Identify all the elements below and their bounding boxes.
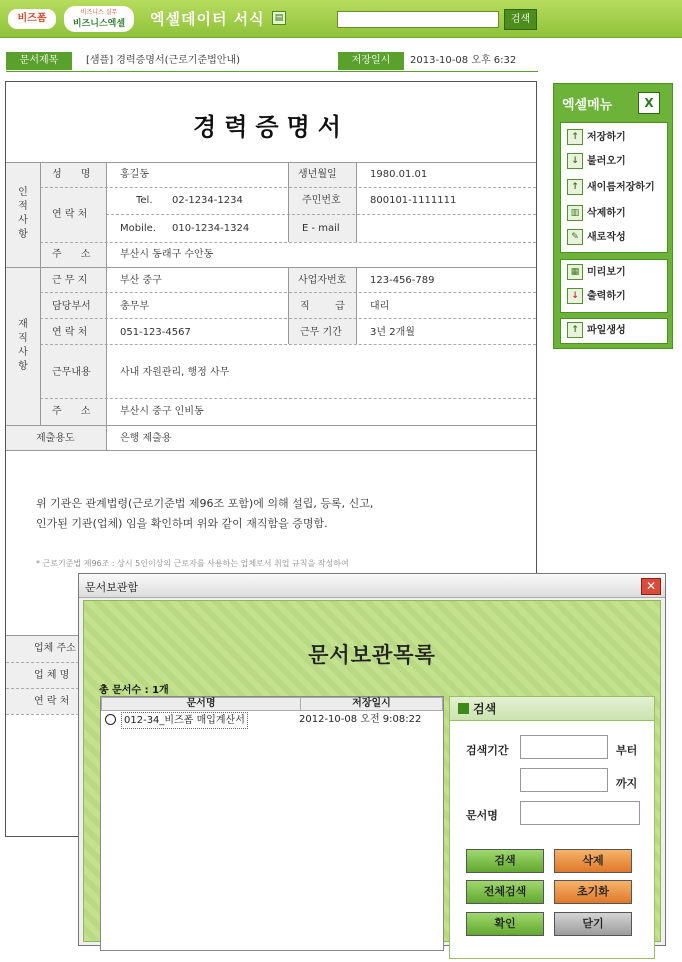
to-suffix: 까지 (616, 777, 638, 790)
document-archive-dialog (78, 573, 666, 946)
period-label: 근무 기간 (300, 327, 342, 338)
purpose-label: 제출용도 (36, 433, 75, 444)
logo-name: 비즈니스엑셀 (72, 19, 126, 29)
new-doc-icon: ✎ (567, 229, 583, 245)
saved-date-label: 저장일시 (338, 52, 404, 70)
total-count: 총 문서수 : 1개 (99, 685, 169, 696)
footer-company-name-label: 업 체 명 (34, 670, 70, 681)
menu-label: 불러오기 (587, 156, 626, 167)
search-panel (449, 696, 655, 959)
menu-item-save-as[interactable] (567, 179, 655, 197)
file-create-icon: ↑ (567, 322, 583, 338)
search-panel-header (450, 697, 654, 721)
save-as-icon: ↑ (567, 179, 583, 195)
search-button[interactable]: 검색 (466, 849, 544, 873)
menu-label: 미리보기 (587, 267, 626, 278)
search-panel-icon (458, 703, 469, 714)
excel-icon: X (638, 92, 660, 114)
address-label: 주 소 (52, 249, 91, 260)
docname-label: 문서명 (466, 809, 498, 822)
bizforms-logo[interactable]: 비즈폼 (8, 9, 56, 29)
employment-section-label (17, 318, 29, 374)
row-divider (40, 344, 536, 345)
menu-label: 파일생성 (587, 325, 626, 336)
ok-button[interactable]: 확인 (466, 912, 544, 936)
menu-label: 삭제하기 (587, 208, 626, 219)
doc-title-value: [샘플] 경력증명서(근로기준법안내) (86, 55, 241, 66)
close-button[interactable]: 닫기 (554, 912, 632, 936)
col-divider (356, 162, 357, 242)
contact-label: 연 락 처 (52, 209, 88, 220)
emp-contact-label: 연 락 처 (52, 327, 88, 338)
excel-menu (553, 83, 673, 349)
section-char: 인 (18, 187, 28, 198)
purpose-value: 은행 제출용 (120, 433, 172, 444)
column-header-name[interactable]: 문서명 (101, 697, 301, 711)
tel-value: 02-1234-1234 (172, 195, 243, 206)
mobile-value: 010-1234-1324 (172, 223, 250, 234)
birth-value: 1980.01.01 (370, 169, 428, 180)
menu-label: 저장하기 (587, 132, 626, 143)
menu-group-export (560, 318, 668, 344)
id-value: 800101-1111111 (370, 195, 457, 206)
period-value: 3년 2개월 (370, 327, 415, 338)
row-radio[interactable] (105, 714, 116, 725)
footer-company-address-label: 업체 주소 (34, 643, 76, 654)
name-value: 홍길동 (120, 169, 149, 180)
workplace-label: 근 무 지 (52, 275, 88, 286)
menu-item-create-file[interactable] (567, 322, 626, 340)
period-to-input[interactable] (520, 768, 608, 792)
from-suffix: 부터 (616, 744, 638, 757)
menu-item-load[interactable] (567, 153, 626, 171)
row-doc-name: 012-34_비즈폼 매입계산서 (121, 712, 248, 729)
saved-date-value: 2013-10-08 오후 6:32 (410, 55, 517, 66)
bizno-value: 123-456-789 (370, 275, 435, 286)
statement-line-2: 인가된 기관(업체) 임을 확인하며 위와 같이 재직함을 증명함. (36, 517, 328, 530)
col-divider (288, 162, 289, 242)
personal-section-label (17, 186, 29, 242)
menu-item-save[interactable] (567, 129, 626, 147)
section-divider (6, 267, 536, 268)
save-icon: ↑ (567, 129, 583, 145)
section-char: 항 (18, 229, 28, 240)
section-char: 사 (18, 215, 28, 226)
reset-button[interactable]: 초기화 (554, 880, 632, 904)
duty-value: 사내 자원관리, 행정 사무 (120, 367, 230, 378)
tel-label: Tel. (136, 195, 153, 206)
row-doc-date: 2012-10-08 오전 9:08:22 (299, 714, 422, 725)
docname-input[interactable] (520, 801, 640, 825)
row-divider (40, 242, 536, 243)
duty-label: 근무내용 (52, 367, 91, 378)
section-char: 항 (18, 361, 28, 372)
section-char: 사 (18, 347, 28, 358)
section-char: 적 (18, 201, 28, 212)
period-label: 검색기간 (466, 744, 509, 757)
document-list[interactable] (100, 696, 444, 951)
search-button[interactable]: 검색 (504, 9, 537, 30)
emp-address-label: 주 소 (52, 406, 91, 417)
email-label: E - mail (302, 223, 340, 234)
emp-address-value: 부산시 중구 인비동 (120, 406, 204, 417)
menu-title: 엑셀메뉴 (562, 98, 613, 113)
col-divider (40, 162, 41, 425)
address-value: 부산시 동래구 수안동 (120, 249, 214, 260)
rank-value: 대리 (370, 301, 390, 312)
bizno-label: 사업자번호 (298, 275, 347, 286)
dialog-body (83, 600, 661, 942)
list-item[interactable] (105, 712, 443, 727)
mobile-label: Mobile. (120, 223, 156, 234)
section-char: 재 (18, 319, 28, 330)
law-note: * 근로기준법 제96조 : 상시 5인이상의 근로자를 사용하는 업체로서 취업 규칙을 작성하여 (36, 559, 349, 568)
trash-icon: ▥ (567, 205, 583, 221)
page-title: 엑셀데이터 서식 (150, 10, 265, 28)
table-border (6, 162, 536, 163)
column-header-date[interactable]: 저장일시 (300, 697, 443, 711)
menu-item-preview[interactable] (567, 264, 626, 282)
dept-value: 총무부 (120, 301, 149, 312)
period-from-input[interactable] (520, 735, 608, 759)
menu-group-print (560, 259, 668, 313)
doc-title-label: 문서제목 (6, 52, 72, 70)
emp-contact-value: 051-123-4567 (120, 327, 191, 338)
open-icon: ↓ (567, 153, 583, 169)
logo-tagline: 비즈니스 실무 (80, 9, 118, 16)
delete-button[interactable]: 삭제 (554, 849, 632, 873)
row-divider (40, 398, 536, 399)
dialog-heading: 문서보관목록 (308, 643, 436, 667)
menu-label: 새이름저장하기 (587, 182, 655, 193)
id-label: 주민번호 (302, 195, 341, 206)
rank-label: 직 급 (300, 301, 345, 312)
menu-item-delete[interactable] (567, 205, 626, 223)
section-divider (6, 450, 536, 451)
workplace-value: 부산 중구 (120, 275, 162, 286)
close-icon[interactable]: ✕ (641, 578, 661, 595)
search-panel-title: 검색 (473, 702, 497, 716)
name-label: 성 명 (52, 169, 91, 180)
menu-item-new[interactable] (567, 229, 626, 247)
col-divider (356, 268, 357, 344)
col-divider (288, 268, 289, 344)
search-all-button[interactable]: 전체검색 (466, 880, 544, 904)
search-input[interactable] (337, 11, 499, 28)
statement-line-1: 위 기관은 관계법령(근로기준법 제96조 포함)에 의해 설립, 등록, 신고, (36, 497, 374, 510)
row-divider (106, 214, 536, 215)
header-divider (6, 71, 538, 72)
print-icon: ↓ (567, 288, 583, 304)
menu-label: 출력하기 (587, 291, 626, 302)
section-divider (6, 425, 536, 426)
menu-label: 새로작성 (587, 232, 626, 243)
excel-icon: ▤ (272, 11, 286, 25)
col-divider (106, 162, 107, 450)
dialog-title: 문서보관함 (85, 581, 139, 594)
document-title: 경력증명서 (193, 113, 349, 141)
menu-group-file (560, 122, 668, 253)
menu-item-print[interactable] (567, 288, 626, 306)
footer-contact-label: 연 락 처 (34, 696, 70, 707)
dept-label: 담당부서 (52, 301, 91, 312)
section-char: 직 (18, 333, 28, 344)
dialog-title-bar[interactable] (79, 574, 665, 598)
business-excel-logo[interactable] (64, 6, 134, 32)
preview-icon: ▦ (567, 264, 583, 280)
birth-label: 생년월일 (298, 169, 337, 180)
